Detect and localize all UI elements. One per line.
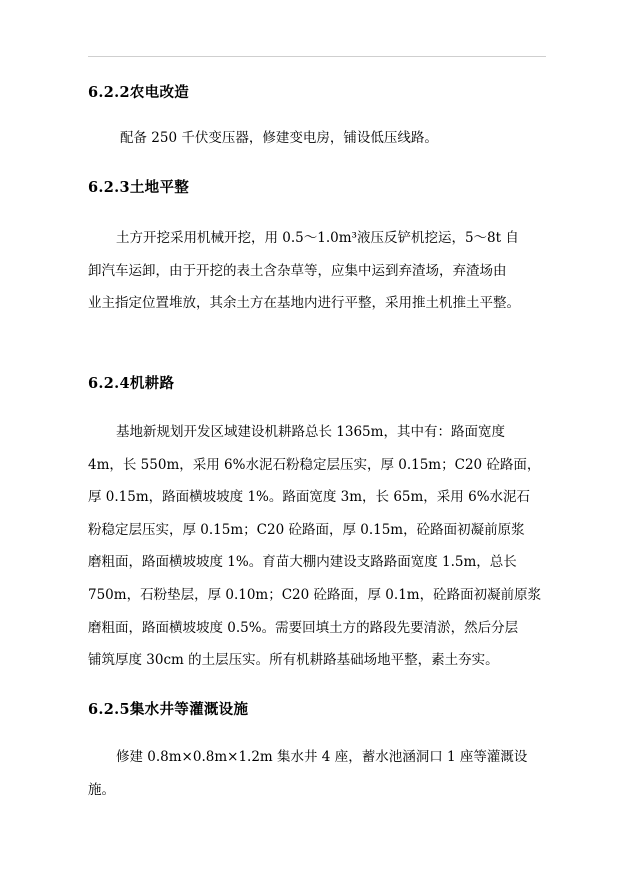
paragraph-line: 磨粗面，路面横坡坡度 0.5%。需要回填土方的路段先要清淤，然后分层 bbox=[88, 619, 519, 636]
paragraph-irrigation bbox=[88, 741, 527, 806]
paragraph-line: 4m，长 550m，采用 6%水泥石粉稳定层压实，厚 0.15m；C20 砼路面， bbox=[88, 456, 541, 473]
paragraph-line: 基地新规划开发区域建设机耕路总长 1365m，其中有：路面宽度 bbox=[116, 424, 505, 440]
paragraph-land-leveling bbox=[88, 222, 520, 320]
paragraph-line: 粉稳定层压实，厚 0.15m；C20 砼路面，厚 0.15m，砼路面初凝前原浆 bbox=[88, 521, 525, 538]
paragraph-line: 修建 0.8m×0.8m×1.2m 集水井 4 座，蓄水池涵洞口 1 座等灌溉设 bbox=[116, 749, 528, 765]
paragraph-line: 土方开挖采用机械开挖，用 0.5～1.0m³液压反铲机挖运，5～8t 自 bbox=[116, 230, 519, 246]
section-heading-6-2-4: 6.2.4机耕路 bbox=[88, 375, 175, 392]
paragraph-line: 750m，石粉垫层，厚 0.10m；C20 砼路面，厚 0.1m，砼路面初凝前原浆 bbox=[88, 586, 542, 603]
paragraph-line: 磨粗面，路面横坡坡度 1%。育苗大棚内建设支路路面宽度 1.5m，总长 bbox=[88, 554, 517, 571]
header-rule bbox=[88, 56, 546, 57]
paragraph-line: 业主指定位置堆放，其余土方在基地内进行平整，采用推土机推土平整。 bbox=[88, 295, 520, 312]
section-heading-6-2-2: 6.2.2农电改造 bbox=[88, 84, 190, 101]
paragraph-line: 配备 250 千伏变压器，修建变电房，铺设低压线路。 bbox=[120, 130, 438, 146]
paragraph-line: 施。 bbox=[88, 781, 115, 798]
paragraph-line: 卸汽车运卸，由于开挖的表土含杂草等，应集中运到弃渣场，弃渣场由 bbox=[88, 262, 507, 279]
paragraph-line: 铺筑厚度 30cm 的土层压实。所有机耕路基础场地平整，素土夯实。 bbox=[88, 652, 499, 669]
section-heading-6-2-5: 6.2.5集水井等灌溉设施 bbox=[88, 701, 249, 718]
paragraph-farm-road bbox=[88, 416, 541, 677]
paragraph-line: 厚 0.15m，路面横坡坡度 1%。路面宽度 3m，长 65m，采用 6%水泥石 bbox=[88, 489, 531, 506]
section-heading-6-2-3: 6.2.3土地平整 bbox=[88, 179, 190, 196]
